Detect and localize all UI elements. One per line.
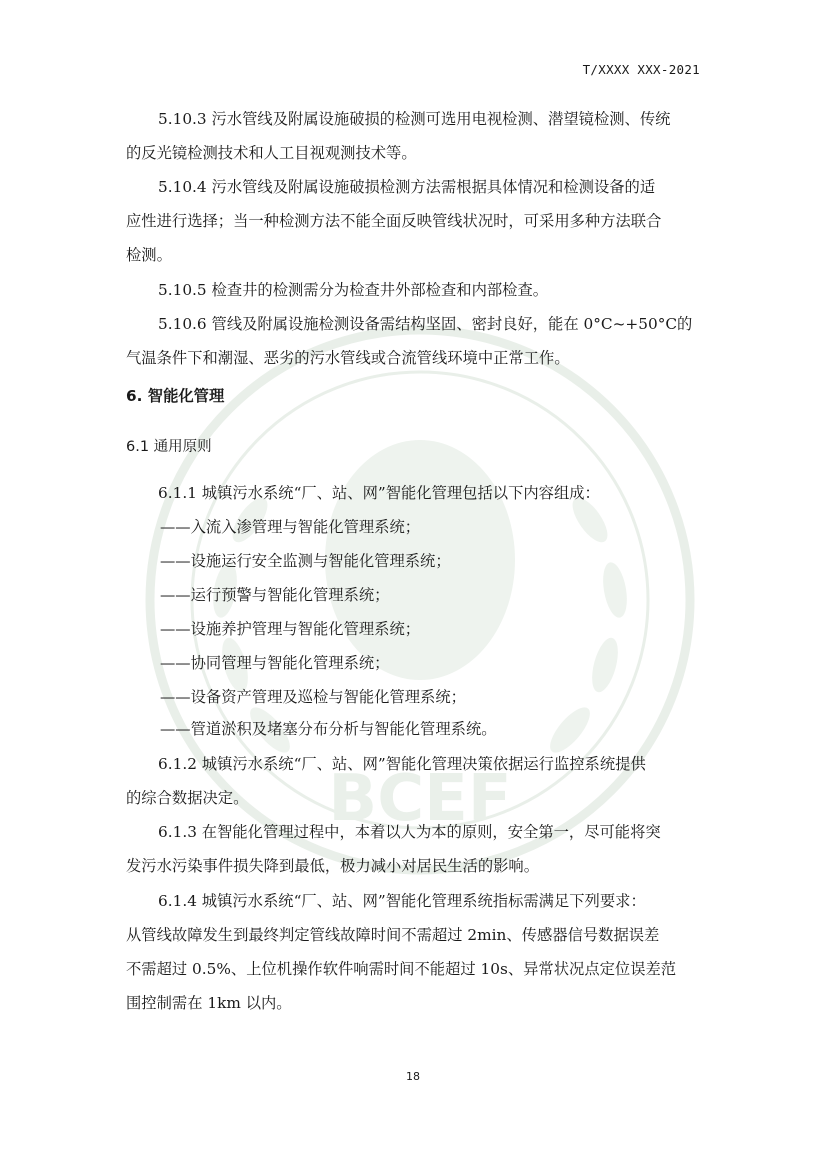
section-heading: 6. 智能化管理 <box>126 387 225 405</box>
para-line: 气温条件下和潮湿、恶劣的污水管线或合流管线环境中正常工作。 <box>126 349 570 367</box>
list-item: ——协同管理与智能化管理系统； <box>160 654 390 672</box>
list-item: ——设备资产管理及巡检与智能化管理系统； <box>160 688 466 706</box>
para-line: 发污水污染事件损失降到最低，极力减小对居民生活的影响。 <box>126 857 540 875</box>
para-line: 围控制需在 1km 以内。 <box>126 994 292 1012</box>
para-line: 5.10.5 检查井的检测需分为检查井外部检查和内部检查。 <box>158 281 549 299</box>
list-item: ——设施运行安全监测与智能化管理系统； <box>160 552 451 570</box>
subsection-heading: 6.1 通用原则 <box>126 439 212 455</box>
para-line: 5.10.4 污水管线及附属设施破损检测方法需根据具体情况和检测设备的适 <box>158 178 656 196</box>
list-item: ——入流入渗管理与智能化管理系统； <box>160 518 421 536</box>
para-line: 5.10.6 管线及附属设施检测设备需结构坚固、密封良好，能在 0°C~+50°C的 <box>158 315 693 333</box>
para-line: 不需超过 0.5%、上位机操作软件响需时间不能超过 10s、异常状况点定位误差范 <box>126 960 677 978</box>
para-line: 从管线故障发生到最终判定管线故障时间不需超过 2min、传感器信号数据误差 <box>126 926 660 944</box>
para-line: 的反光镜检测技术和人工目视观测技术等。 <box>126 144 417 162</box>
watermark-text: BCEF <box>328 762 512 836</box>
para-line: 6.1.1 城镇污水系统“厂、站、网”智能化管理包括以下内容组成： <box>158 484 600 502</box>
para-line: 6.1.3 在智能化管理过程中，本着以人为本的原则，安全第一，尽可能将突 <box>158 823 661 841</box>
list-item: ——运行预警与智能化管理系统； <box>160 586 390 604</box>
document-code: T/XXXX XXX-2021 <box>582 62 700 77</box>
para-line: 6.1.4 城镇污水系统“厂、站、网”智能化管理系统指标需满足下列要求： <box>158 892 646 910</box>
para-line: 的综合数据决定。 <box>126 789 249 807</box>
list-item: ——设施养护管理与智能化管理系统； <box>160 620 421 638</box>
page-number: 18 <box>406 1070 420 1083</box>
para-line: 应性进行选择；当一种检测方法不能全面反映管线状况时，可采用多种方法联合 <box>126 212 662 230</box>
para-line: 6.1.2 城镇污水系统“厂、站、网”智能化管理决策依据运行监控系统提供 <box>158 755 646 773</box>
para-line: 5.10.3 污水管线及附属设施破损的检测可选用电视检测、潜望镜检测、传统 <box>158 110 671 128</box>
para-line: 检测。 <box>126 246 172 264</box>
list-item: ——管道淤积及堵塞分布分析与智能化管理系统。 <box>160 720 497 738</box>
